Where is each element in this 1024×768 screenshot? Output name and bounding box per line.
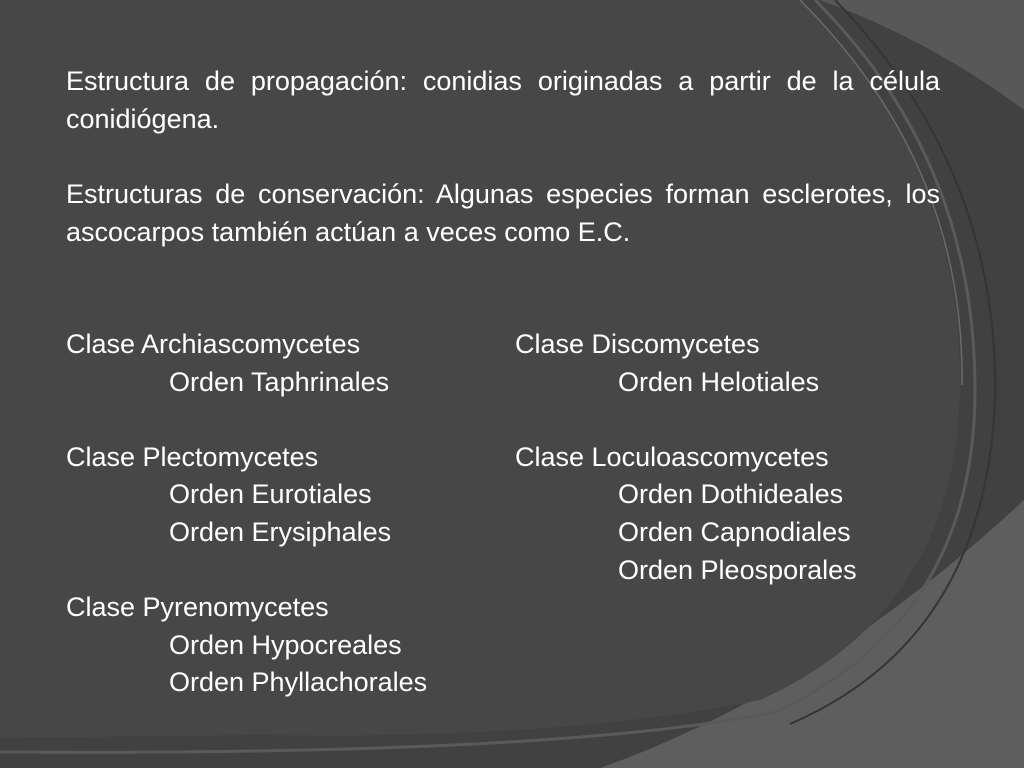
order-name: Orden Dothideales [618, 479, 844, 510]
order-name: Orden Taphrinales [169, 366, 390, 397]
class-group [515, 439, 857, 589]
class-group [66, 326, 427, 401]
class-group [66, 589, 427, 702]
order-name: Orden Erysiphales [169, 516, 392, 547]
order-name: Orden Pleosporales [618, 554, 857, 585]
class-group [66, 439, 427, 552]
class-name: Clase Plectomycetes [66, 441, 319, 472]
order-name: Orden Hypocreales [169, 629, 402, 660]
class-name: Clase Archiascomycetes [66, 329, 361, 359]
order-name: Orden Eurotiales [169, 479, 372, 510]
left-class-column [66, 326, 427, 702]
class-name: Clase Loculoascomycetes [515, 441, 829, 472]
order-name: Orden Phyllachorales [169, 667, 428, 698]
class-name: Clase Pyrenomycetes [66, 592, 329, 623]
order-name: Orden Helotiales [618, 366, 820, 397]
class-group [515, 326, 857, 401]
class-name: Clase Discomycetes [515, 329, 760, 359]
order-name: Orden Capnodiales [618, 516, 851, 547]
paragraph-conservation: Estructuras de conservación: Algunas especies forman esclerotes, los ascocarpos también actúan a veces como E.C. [66, 179, 940, 247]
paragraph-propagation: Estructura de propagación: conidias originadas a partir de la célula conidiógena. [66, 66, 940, 134]
right-class-column [515, 326, 857, 589]
